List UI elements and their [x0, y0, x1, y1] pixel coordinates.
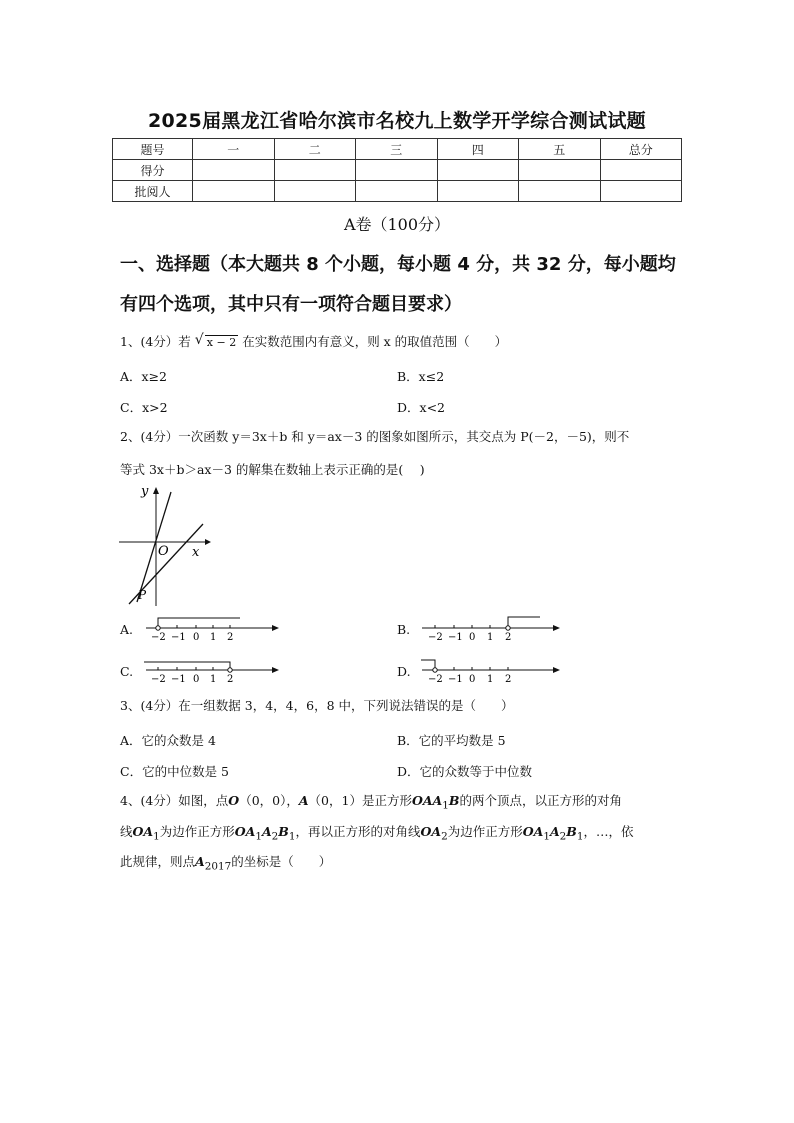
origin-label: O — [158, 544, 169, 559]
arrow-icon — [553, 625, 560, 631]
reviewer-cell — [193, 181, 275, 202]
score-cell — [193, 160, 275, 181]
q2-stem-line2: 等式 3x＋b＞ax－3 的解集在数轴上表示正确的是( ) — [120, 462, 425, 477]
q1-stem — [120, 327, 680, 358]
q4-sub: 1 — [255, 830, 262, 843]
q4-stem-line1 — [120, 786, 680, 821]
score-cell — [600, 160, 682, 181]
q4-sub: 1 — [543, 830, 550, 843]
q4-var: OA — [522, 824, 544, 839]
q4-stem-line3 — [120, 847, 680, 882]
x-axis-label: x — [192, 545, 200, 560]
q4-text: （0，0）， — [239, 793, 299, 808]
q2-option-b-number-line — [420, 612, 565, 644]
q2-option-c-number-line — [142, 654, 282, 686]
tick-label: −2 — [428, 632, 443, 643]
tick-label: 0 — [193, 632, 200, 643]
reviewer-row-label: 批阅人 — [113, 181, 193, 202]
q4-sub: 1 — [288, 830, 296, 843]
q1-radicand: x − 2 — [206, 336, 237, 349]
tick-label: 1 — [487, 674, 494, 685]
tick-label: −1 — [448, 674, 463, 685]
q4-sub: 1 — [442, 799, 449, 812]
q2-option-c-label: C. — [120, 664, 134, 679]
q1-option-a: A．x≥2 — [120, 369, 168, 384]
open-circle-icon — [506, 626, 510, 630]
q3-option-c: C．它的中位数是 5 — [120, 764, 229, 779]
tick-label: −2 — [151, 632, 166, 643]
score-table — [112, 138, 682, 202]
arrow-icon — [272, 625, 279, 631]
reviewer-cell — [437, 181, 519, 202]
tick-label: −1 — [171, 674, 186, 685]
tick-label: −2 — [428, 674, 443, 685]
q4-sub: 1 — [153, 830, 160, 843]
q4-text: 为边作正方形 — [159, 824, 235, 839]
tick-label: 1 — [487, 632, 494, 643]
x-axis-arrow-icon — [205, 539, 211, 545]
q4-sub: 2 — [559, 830, 567, 843]
tick-label: 1 — [210, 632, 217, 643]
q3-option-d: D．它的众数等于中位数 — [397, 764, 533, 779]
reviewer-cell — [356, 181, 438, 202]
q1-suffix: 在实数范围内有意义，则 x 的取值范围（ ） — [242, 334, 508, 349]
tick-label: −1 — [171, 632, 186, 643]
q2-stem-line1: 2、(4分）一次函数 y＝3x＋b 和 y＝ax－3 的图象如图所示，其交点为 P(－2，－5)，则不 — [120, 429, 630, 444]
q2-option-a-label: A. — [120, 622, 134, 637]
q1-option-d: D．x<2 — [397, 400, 445, 415]
q2-option-d-label: D. — [397, 664, 411, 679]
score-header-cell: 五 — [519, 139, 601, 160]
q4-var: B — [278, 824, 289, 839]
document-title: 2025届黑龙江省哈尔滨市名校九上数学开学综合测试试题 — [148, 110, 646, 132]
part1-heading-line2: 有四个选项，其中只有一项符合题目要求） — [120, 294, 462, 315]
score-cell — [274, 160, 356, 181]
q4-var: B — [566, 824, 577, 839]
score-header-cell: 二 — [274, 139, 356, 160]
y-axis-arrow-icon — [153, 487, 159, 494]
q1-option-b: B．x≤2 — [397, 369, 445, 384]
q2-option-a-number-line — [142, 612, 282, 644]
score-header-cell: 题号 — [113, 139, 193, 160]
q1-sqrt-expression — [195, 328, 238, 358]
q4-var: OAA — [411, 793, 443, 808]
tick-label: 2 — [227, 674, 234, 685]
reviewer-cell — [600, 181, 682, 202]
q2-option-d-number-line — [420, 654, 565, 686]
q4-var: B — [448, 793, 460, 808]
q4-text: （0，1）是正方形 — [308, 793, 412, 808]
q4-var: A — [261, 824, 272, 839]
score-table-header-row — [113, 139, 682, 160]
arrow-icon — [553, 667, 560, 673]
open-circle-icon — [228, 668, 232, 672]
q4-text: 4、(4分）如图，点 — [120, 793, 229, 808]
tick-label: 2 — [227, 632, 234, 643]
q4-var: O — [228, 793, 240, 808]
q3-option-a: A．它的众数是 4 — [120, 733, 216, 748]
score-cell — [519, 160, 601, 181]
q4-text: 的两个顶点，以正方形的对角 — [459, 793, 622, 808]
q4-text: ，再以正方形的对角线 — [295, 824, 421, 839]
q4-sub: 1 — [576, 830, 584, 843]
q4-var: A — [549, 824, 560, 839]
q1-prefix: 1、(4分）若 — [120, 334, 191, 349]
q3-stem: 3、(4分）在一组数据 3，4，4，6，8 中，下列说法错误的是（ ） — [120, 698, 514, 713]
tick-label: 1 — [210, 674, 217, 685]
tick-label: −1 — [448, 632, 463, 643]
q4-var: OA — [420, 824, 442, 839]
tick-label: 0 — [469, 674, 476, 685]
q4-text: 的坐标是（ ） — [231, 854, 332, 869]
q4-text: ，…，依 — [583, 824, 634, 839]
radical-sign-icon: √ — [194, 332, 204, 348]
q4-var: A — [298, 793, 309, 808]
q4-var: A — [195, 854, 205, 869]
q4-sub: 2017 — [204, 860, 232, 873]
score-table-reviewer-row — [113, 181, 682, 202]
score-cell — [356, 160, 438, 181]
tick-label: 2 — [505, 632, 512, 643]
solution-ray — [508, 617, 540, 628]
q4-text: 此规律，则点 — [120, 854, 196, 869]
score-header-cell: 四 — [437, 139, 519, 160]
q4-text: 线 — [120, 824, 133, 839]
q2-function-graph — [115, 478, 215, 608]
section-a-title: A卷（100分） — [343, 215, 451, 234]
q4-text: 为边作正方形 — [447, 824, 523, 839]
part1-heading-line1: 一、选择题（本大题共 8 个小题，每小题 4 分，共 32 分，每小题均 — [120, 254, 676, 275]
tick-label: −2 — [151, 674, 166, 685]
arrow-icon — [272, 667, 279, 673]
score-header-cell: 总分 — [600, 139, 682, 160]
open-circle-icon — [433, 668, 437, 672]
tick-label: 0 — [193, 674, 200, 685]
tick-label: 2 — [505, 674, 512, 685]
reviewer-cell — [519, 181, 601, 202]
score-table-score-row — [113, 160, 682, 181]
score-cell — [437, 160, 519, 181]
score-row-label: 得分 — [113, 160, 193, 181]
q1-option-c: C．x>2 — [120, 400, 168, 415]
q4-var: OA — [132, 824, 154, 839]
tick-label: 0 — [469, 632, 476, 643]
reviewer-cell — [274, 181, 356, 202]
q4-var: OA — [234, 824, 256, 839]
score-header-cell: 一 — [193, 139, 275, 160]
intersection-point-label: P — [138, 588, 147, 602]
solution-ray — [158, 618, 240, 628]
q2-option-b-label: B. — [397, 622, 411, 637]
q3-option-b: B．它的平均数是 5 — [397, 733, 506, 748]
q4-sub: 2 — [271, 830, 279, 843]
solution-ray — [144, 662, 230, 670]
open-circle-icon — [156, 626, 160, 630]
score-header-cell: 三 — [356, 139, 438, 160]
y-axis-label: y — [141, 484, 149, 499]
q4-sub: 2 — [441, 830, 448, 843]
